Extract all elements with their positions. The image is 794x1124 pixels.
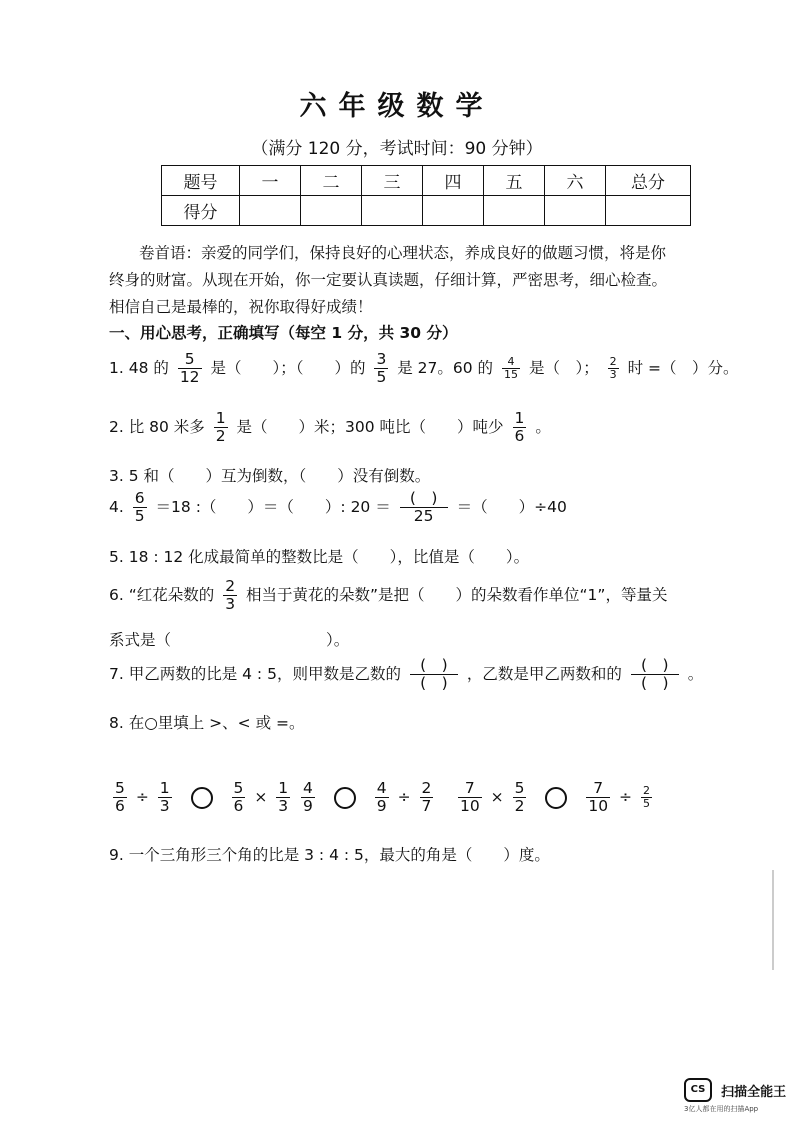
score-cell[interactable] bbox=[423, 196, 484, 226]
compare-circle[interactable] bbox=[191, 787, 213, 809]
fraction: $\frac{5}{12}$ bbox=[179, 350, 200, 387]
fraction: $\frac{2}{7}$ bbox=[421, 779, 432, 816]
section-heading: 一、用心思考，正确填写（每空 1 分，共 30 分） bbox=[109, 324, 458, 342]
table-cell: 题号 bbox=[162, 166, 240, 196]
table-cell: 二 bbox=[301, 166, 362, 196]
fraction-blank[interactable]: $\frac{( )}{25}$ bbox=[400, 490, 448, 525]
compare-expression-1: $\frac{5}{6}$ ÷ $\frac{1}{3}$ $\frac{5}{6}$ × $\frac{1}{3}$ bbox=[115, 779, 289, 816]
fraction: $\frac{5}{6}$ bbox=[115, 779, 125, 816]
compare-expression-2: $\frac{4}{9}$ $\frac{4}{9}$ ÷ $\frac{2}{7}$ bbox=[303, 779, 432, 816]
fraction: $\frac{3}{5}$ bbox=[376, 350, 387, 387]
question-4: 4. $\frac{6}{5}$ ＝18 :（ ）＝（ ）: 20 ＝ $\frac{( )}{25}$ ＝（ ）÷40 bbox=[109, 489, 567, 526]
fraction: $\frac{1}{3}$ bbox=[159, 779, 170, 816]
fraction: $\frac{4}{9}$ bbox=[376, 779, 387, 816]
fraction: $\frac{7}{10}$ bbox=[460, 779, 480, 816]
compare-expression-3: $\frac{7}{10}$ × $\frac{5}{2}$ $\frac{7}{10}$ ÷ $\frac{2}{5}$ bbox=[460, 779, 650, 816]
question-3: 3. 5 和（ ）互为倒数，（ ）没有倒数。 bbox=[109, 467, 431, 485]
question-6: 6. “红花朵数的 $\frac{2}{3}$ 相当于黄花的朵数”是把（ ）的朵数看作单位“1”，等量关 bbox=[109, 577, 668, 614]
watermark-tagline: 3亿人都在用的扫描App bbox=[684, 1105, 759, 1113]
table-cell: 四 bbox=[423, 166, 484, 196]
camscanner-logo-icon: CS bbox=[684, 1078, 712, 1102]
fraction: $\frac{2}{3}$ bbox=[225, 577, 236, 614]
table-cell: 一 bbox=[240, 166, 301, 196]
scan-edge-shadow bbox=[772, 870, 774, 970]
question-6-continued: 系式是（ ）。 bbox=[109, 631, 350, 649]
fraction: $\frac{5}{6}$ bbox=[233, 779, 244, 816]
fraction: $\frac{1}{3}$ bbox=[278, 779, 289, 816]
question-8: 8. 在○里填上 >、< 或 =。 bbox=[109, 714, 305, 732]
score-table bbox=[161, 165, 691, 226]
score-cell[interactable] bbox=[240, 196, 301, 226]
question-2: 2. 比 80 米多 $\frac{1}{2}$ 是（ ）米；300 吨比（ ）吨少 $\frac{1}{6}$ 。 bbox=[109, 409, 551, 446]
compare-circle[interactable] bbox=[545, 787, 567, 809]
table-cell: 五 bbox=[484, 166, 545, 196]
compare-circle[interactable] bbox=[334, 787, 356, 809]
scanner-watermark bbox=[684, 1078, 786, 1114]
fraction: $\frac{1}{6}$ bbox=[514, 409, 525, 446]
fraction: $\frac{5}{2}$ bbox=[514, 779, 525, 816]
score-table-header-row bbox=[162, 166, 691, 196]
fraction: $\frac{7}{10}$ bbox=[588, 779, 609, 816]
table-cell: 总分 bbox=[606, 166, 691, 196]
table-cell: 六 bbox=[545, 166, 606, 196]
question-1: 1. 48 的 $\frac{5}{12}$ 是（ ）；（ ）的 $\frac{3}{5}$ 是 27。60 的 $\frac{4}{15}$ 是（ ）； $\frac{2}{3}$ 时 =（ ）分。 bbox=[109, 350, 739, 387]
watermark-app-name: 扫描全能王 bbox=[721, 1084, 787, 1100]
fraction: $\frac{2}{5}$ bbox=[642, 783, 650, 811]
question-5: 5. 18 : 12 化成最简单的整数比是（ ），比值是（ ）。 bbox=[109, 548, 530, 566]
fraction: $\frac{6}{5}$ bbox=[134, 489, 145, 526]
score-cell[interactable] bbox=[606, 196, 691, 226]
question-7: 7. 甲乙两数的比是 4 : 5，则甲数是乙数的 $\frac{( )}{( )}$ ，乙数是甲乙两数和的 $\frac{( )}{( )}$ 。 bbox=[109, 656, 704, 693]
fraction: $\frac{2}{3}$ bbox=[609, 354, 617, 382]
intro-paragraph: 卷首语：亲爱的同学们，保持良好的心理状态，养成良好的做题习惯，将是你终身的财富。从现在开始，你一定要认真读题，仔细计算，严密思考，细心检查。相信自己是最棒的，祝你取得好成绩！ bbox=[109, 244, 668, 316]
exam-info: （满分 120 分，考试时间：90 分钟） bbox=[251, 139, 543, 159]
score-cell[interactable] bbox=[545, 196, 606, 226]
page-title: 六年级数学 bbox=[299, 91, 495, 122]
fraction: $\frac{4}{15}$ bbox=[504, 354, 518, 382]
fraction: $\frac{1}{2}$ bbox=[215, 409, 226, 446]
fraction: $\frac{4}{9}$ bbox=[303, 779, 313, 816]
score-cell[interactable] bbox=[484, 196, 545, 226]
table-cell: 得分 bbox=[162, 196, 240, 226]
question-9: 9. 一个三角形三个角的比是 3 : 4 : 5，最大的角是（ ）度。 bbox=[109, 846, 550, 864]
score-cell[interactable] bbox=[362, 196, 423, 226]
score-table-score-row bbox=[162, 196, 691, 226]
fraction-blank[interactable]: $\frac{( )}{( )}$ bbox=[410, 657, 458, 692]
fraction-blank[interactable]: $\frac{( )}{( )}$ bbox=[631, 657, 679, 692]
score-cell[interactable] bbox=[301, 196, 362, 226]
table-cell: 三 bbox=[362, 166, 423, 196]
